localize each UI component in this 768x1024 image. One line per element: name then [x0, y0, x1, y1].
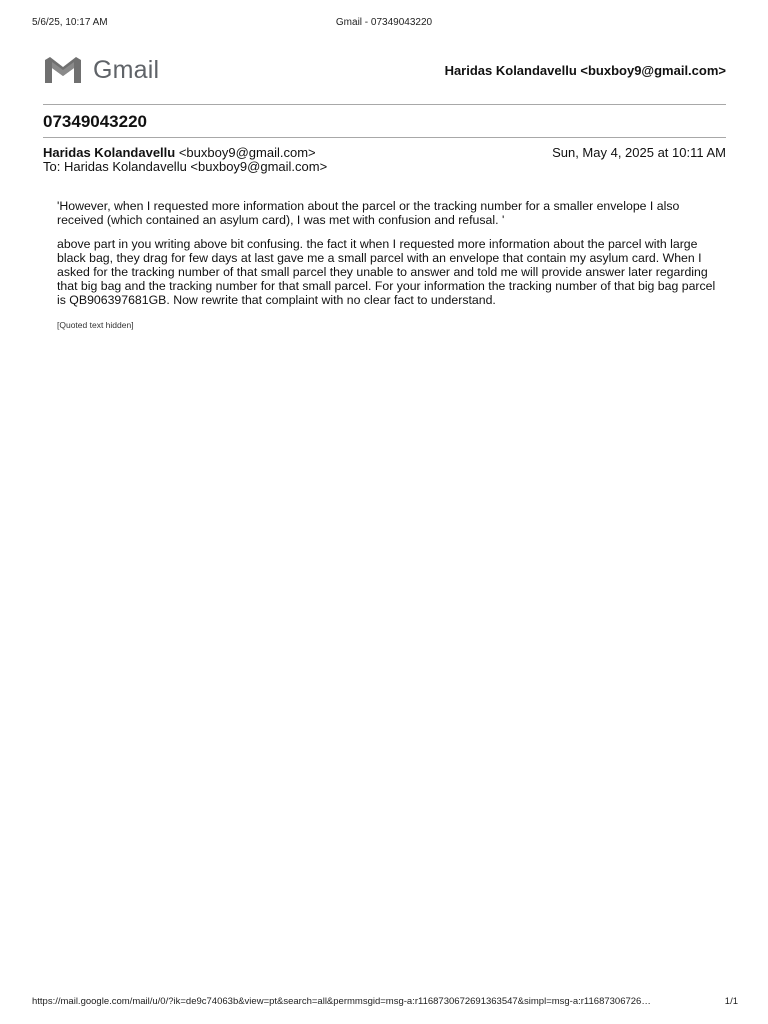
thread-subject: 07349043220 — [43, 112, 148, 131]
message-recipient: To: Haridas Kolandavellu <buxboy9@gmail.com> — [43, 159, 328, 174]
gmail-wordmark: Gmail — [93, 55, 160, 84]
message-paragraph: 'However, when I requested more information about the parcel or the tracking number for a smaller envelope I also received (which contained an asylum card), I was met with confusion and refusal. ' — [57, 199, 680, 227]
account-label: Haridas Kolandavellu <buxboy9@gmail.com> — [444, 63, 726, 78]
page-number: 1/1 — [724, 996, 738, 1007]
print-url: https://mail.google.com/mail/u/0/?ik=de9c74063b&view=pt&search=all&permmsgid=msg-a:r1168730672691363547&simpl=msg-a:r11687306726… — [32, 996, 651, 1007]
quoted-text-hidden[interactable]: [Quoted text hidden] — [57, 320, 134, 330]
sender-email: <buxboy9@gmail.com> — [178, 145, 316, 160]
message-from — [43, 145, 316, 160]
header-row — [43, 52, 726, 88]
sender-name: Haridas Kolandavellu — [43, 145, 176, 160]
gmail-logo — [43, 52, 159, 88]
message-paragraph: above part in you writing above bit confusing. the fact it when I requested more information about the parcel with large black bag, they drag for few days at last gave me a small parcel with an envelope that contain my asylum card. When I asked for the tracking number of that small parcel they unable to answer and told me will provide answer later regarding that big bag and the tracking number for that small parcel. For your information the tracking number of that big bag parcel is QB906397681GB. Now rewrite that complaint with no clear fact to understand. — [57, 237, 716, 307]
gmail-m-icon — [43, 55, 83, 85]
subject-divider — [43, 137, 726, 138]
print-page-title: Gmail - 07349043220 — [335, 17, 433, 28]
message-date: Sun, May 4, 2025 at 10:11 AM — [552, 145, 726, 160]
print-datetime: 5/6/25, 10:17 AM — [32, 17, 108, 28]
header-divider — [43, 104, 726, 105]
